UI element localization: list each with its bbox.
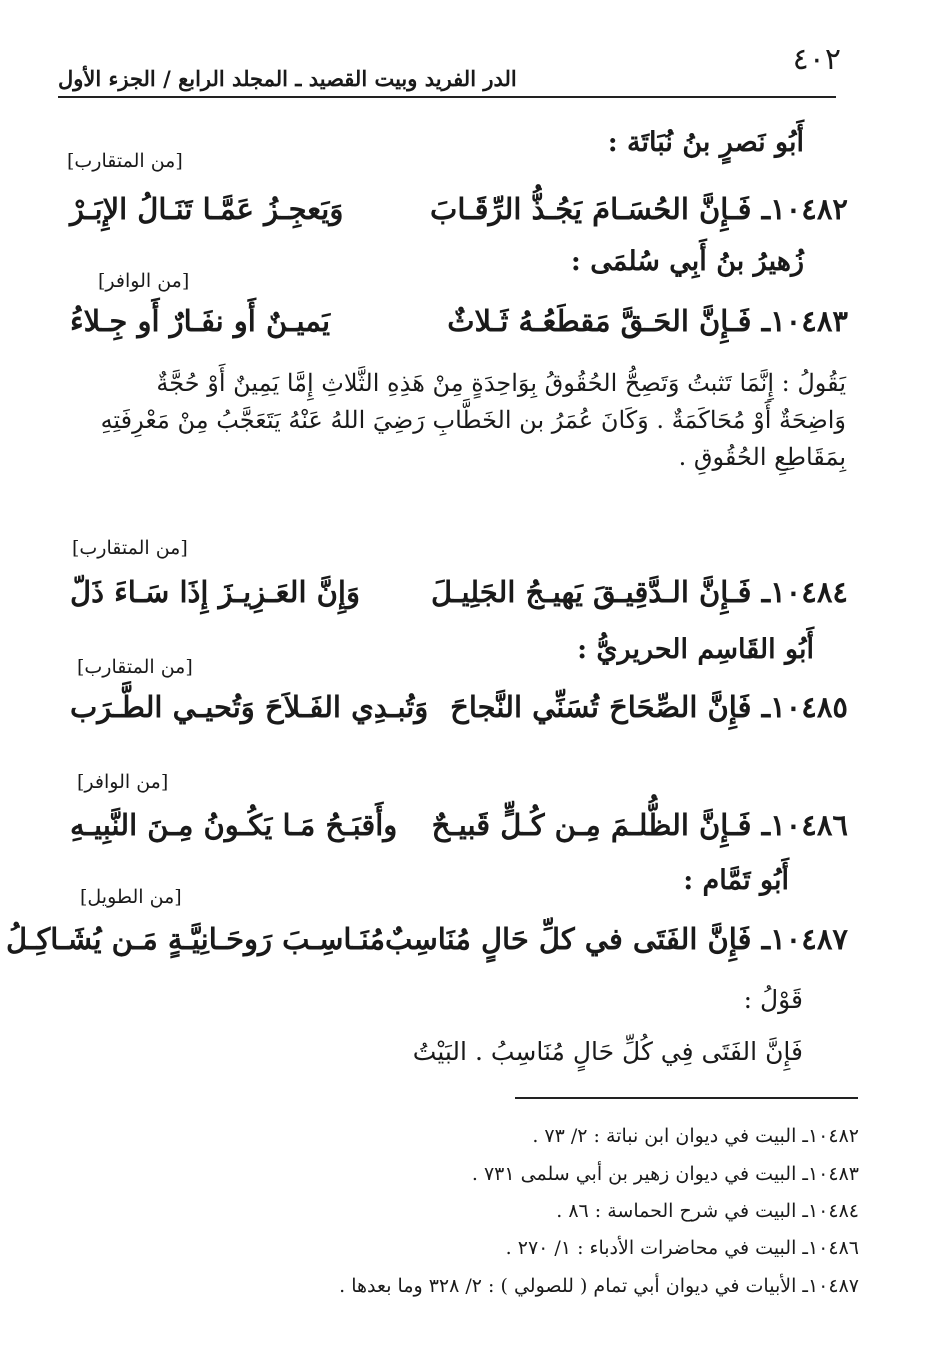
commentary-line: بِمَقَاطِعِ الحُقُوقِ . [678,443,846,471]
verse-first-hemistich: ١٠٤٨٧ـ فَإِنَّ الفَتَى في كلِّ حَالٍ مُنَاسِبٌ [385,922,848,956]
verse-second-hemistich: مُنَـاسِـبَ رَوحَـانِيَّـةٍ مَـن يُشَـاكِـلُ [6,922,385,956]
verse-line [70,808,848,842]
running-title: الدر الفريد وبيت القصيد ـ المجلد الرابع / الجزء الأول [58,66,517,91]
verse-number: ١٠٤٨٣ـ [761,304,848,338]
verse-line [70,690,848,724]
footnote: ١٠٤٨٣ـ البيت في ديوان زهير بن أبي سلمى ٧٣١ . [471,1163,859,1185]
header-rule [58,96,836,98]
verse-line [70,304,848,338]
poet-name: زُهيرُ بنُ أَبِي سُلمَى : [570,246,804,277]
verse-first-hemistich: ١٠٤٨٢ـ فَـإِنَّ الحُسَـامَ يَجُـذُّ الرِّقَـابَ [430,192,848,226]
verse-number: ١٠٤٨٦ـ [761,808,848,842]
commentary-paragraph [70,365,846,476]
verse-line [6,922,848,956]
footnote: ١٠٤٨٤ـ البيت في شرح الحماسة : ٨٦ . [556,1200,859,1222]
poet-name: أَبُو القَاسِم الحريريُّ : [577,634,814,665]
verse-number: ١٠٤٨٥ـ [761,690,848,724]
verse-first-hemistich: ١٠٤٨٤ـ فَـإِنَّ الـدَّقِيـقَ يَهيـجُ الجَلِيـلَ [430,575,848,609]
meter-label: [من المتقارب] [77,656,193,678]
verse-first-hemistich: ١٠٤٨٦ـ فَـإِنَّ الظُّلـمَ مِـن كُـلٍّ قَبيـحٌ [431,808,848,842]
footnote-rule [515,1097,858,1099]
poet-name: أَبُو نَصرٍ بنُ نُبَاتَة : [607,127,804,158]
poet-name: أَبُو تَمَّام : [683,865,789,896]
footnote: ١٠٤٨٧ـ الأبيات في ديوان أبي تمام ( للصولي ) : ٢/ ٣٢٨ وما بعدها . [339,1275,859,1297]
meter-label: [من الوافر] [77,771,169,793]
qawl-label: قَوْلُ : [743,985,803,1014]
commentary-line: يَقُولُ : إِنَّمَا تَثبتُ وَتَصِحُّ الحُقُوقُ بِوَاحِدَةٍ مِنْ هَذِهِ الثَّلاثِ إِمَّا يَمِينٌ أَوْ حُجَّةٌ [156,369,846,397]
commentary-line: وَاضِحَةٌ أَوْ مُحَاكَمَةٌ . وَكَانَ عُمَرُ بن الخَطَّابِ رَضِيَ اللهُ عَنْهُ يَتَعَجَّبُ مِنْ مَعْرِفَتِهِ [100,406,846,434]
verse-number: ١٠٤٨٤ـ [761,575,848,609]
verse-number: ١٠٤٨٧ـ [761,922,848,956]
verse-first-hemistich: ١٠٤٨٣ـ فَـإِنَّ الحَـقَّ مَقطَعُـهُ ثَـلاثٌ [447,304,848,338]
verse-second-hemistich: وَيَعجِـزُ عَمَّـا تَنَـالُ الإِبَـرْ [70,192,344,226]
meter-label: [من المتقارب] [72,537,188,559]
verse-line [70,192,848,226]
meter-label: [من الوافر] [98,270,190,292]
verse-second-hemistich: وأَقبَـحُ مَـا يَكُـونُ مِـنَ النَّبِيـهِ [70,808,398,842]
footnote: ١٠٤٨٢ـ البيت في ديوان ابن نباتة : ٢/ ٧٣ . [532,1125,859,1147]
meter-label: [من المتقارب] [67,150,183,172]
verse-line [70,575,848,609]
verse-first-hemistich: ١٠٤٨٥ـ فَإِنَّ الصِّحَاحَ تُسَنِّي النَّجاحَ [450,690,848,724]
verse-second-hemistich: وَتُبـدِي الفَـلاَحَ وَتُحيـي الطَّـرَب [70,690,429,724]
footnote: ١٠٤٨٦ـ البيت في محاضرات الأدباء : ١/ ٢٧٠ . [505,1237,859,1259]
meter-label: [من الطويل] [80,886,182,908]
verse-second-hemistich: يَميـنٌ أَو نفَـارٌ أَو جِـلاءُ [70,304,331,338]
quoted-verse: فَإِنَّ الفَتَى فِي كُلِّ حَالٍ مُنَاسِبُ . البَيْتُ [412,1037,803,1066]
page-number: ٤٠٢ [792,42,841,77]
verse-second-hemistich: وَإِنَّ العَـزِيـزَ إِذَا سَـاءَ ذَلّ [70,575,360,609]
verse-number: ١٠٤٨٢ـ [761,192,848,226]
